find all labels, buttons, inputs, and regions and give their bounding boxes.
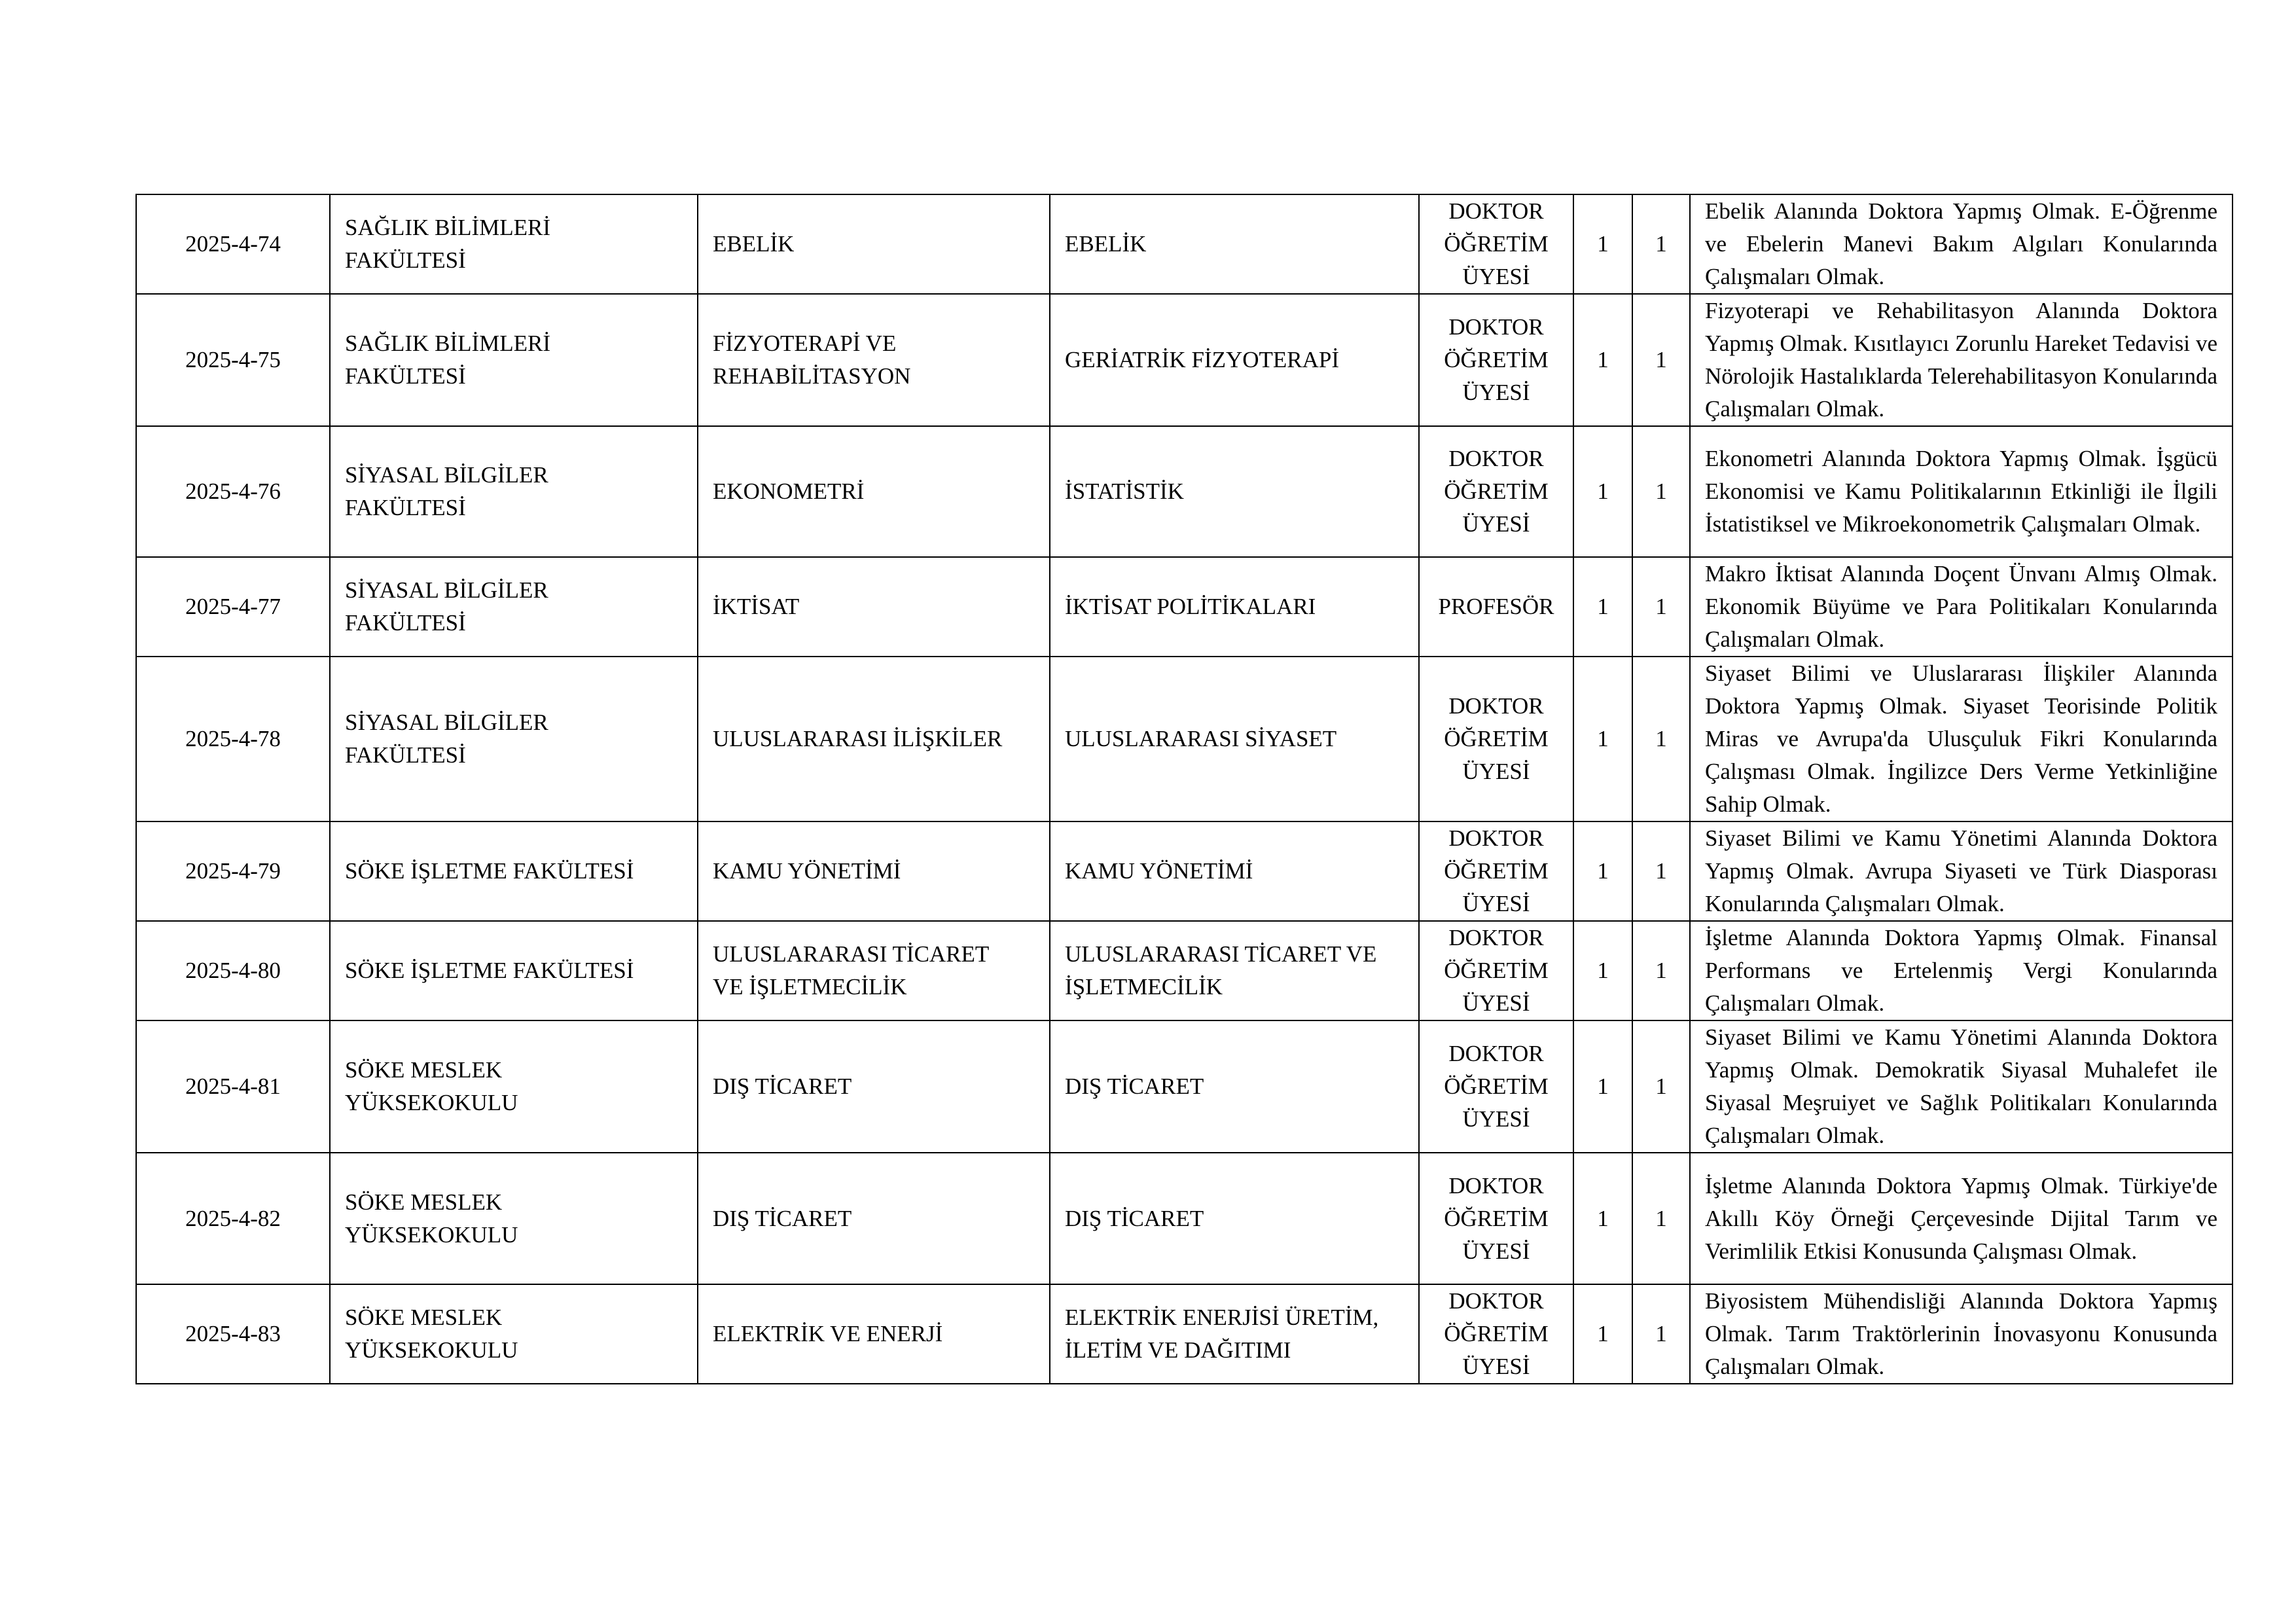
count-cell: 1 xyxy=(1573,821,1632,921)
program-line: KAMU YÖNETİMİ xyxy=(1065,858,1253,884)
faculty-cell xyxy=(330,1020,698,1153)
faculty-cell xyxy=(330,426,698,557)
count-cell: 1 xyxy=(1632,294,1690,426)
position-number-cell: 2025-4-83 xyxy=(136,1284,330,1384)
count-cell: 1 xyxy=(1632,921,1690,1020)
academic-title-line: ÜYESİ xyxy=(1462,759,1530,784)
faculty-line: FAKÜLTESİ xyxy=(345,495,466,520)
department-line: EKONOMETRİ xyxy=(713,478,865,504)
department-line: EBELİK xyxy=(713,231,795,257)
academic-title-line: ÜYESİ xyxy=(1462,1106,1530,1132)
faculty-line: SİYASAL BİLGİLER xyxy=(345,710,548,735)
count-cell: 1 xyxy=(1632,557,1690,657)
program-line: ULUSLARARASI SİYASET xyxy=(1065,726,1337,751)
academic-title-line: ÜYESİ xyxy=(1462,891,1530,916)
count-cell: 1 xyxy=(1632,821,1690,921)
faculty-line: SÖKE MESLEK xyxy=(345,1057,503,1083)
program-line: İLETİM VE DAĞITIMI xyxy=(1065,1337,1291,1363)
department-cell xyxy=(698,557,1050,657)
academic-title-cell xyxy=(1419,657,1573,821)
count-cell: 1 xyxy=(1632,194,1690,294)
requirements-cell: Fizyoterapi ve Rehabilitasyon Alanında Doktora Yapmış Olmak. Kısıtlayıcı Zorunlu Hareket Tedavisi ve Nörolojik Hastalıklarda Telerehabilitasyon Konularında Çalışmaları Olmak. xyxy=(1690,294,2233,426)
faculty-line: SÖKE MESLEK xyxy=(345,1189,503,1215)
count-cell: 1 xyxy=(1573,426,1632,557)
department-line: FİZYOTERAPİ VE xyxy=(713,331,897,356)
requirements-cell: Biyosistem Mühendisliği Alanında Doktora Yapmış Olmak. Tarım Traktörlerinin İnovasyonu Konusunda Çalışmaları Olmak. xyxy=(1690,1284,2233,1384)
department-line: DIŞ TİCARET xyxy=(713,1205,852,1231)
count-cell: 1 xyxy=(1632,1020,1690,1153)
academic-title-line: DOKTOR xyxy=(1448,198,1544,224)
department-line: ULUSLARARASI TİCARET xyxy=(713,941,990,967)
program-cell xyxy=(1050,194,1419,294)
department-line: DIŞ TİCARET xyxy=(713,1074,852,1099)
academic-title-cell xyxy=(1419,1020,1573,1153)
faculty-line: FAKÜLTESİ xyxy=(345,247,466,273)
academic-title-line: ÜYESİ xyxy=(1462,264,1530,289)
table-row xyxy=(136,1153,2233,1284)
program-line: DIŞ TİCARET xyxy=(1065,1205,1204,1231)
faculty-line: YÜKSEKOKULU xyxy=(345,1090,518,1115)
academic-title-cell xyxy=(1419,1153,1573,1284)
faculty-cell xyxy=(330,1153,698,1284)
academic-title-line: ÖĞRETİM xyxy=(1444,231,1549,257)
academic-title-line: ÖĞRETİM xyxy=(1444,858,1549,884)
academic-title-cell xyxy=(1419,1284,1573,1384)
requirements-cell: Siyaset Bilimi ve Kamu Yönetimi Alanında Doktora Yapmış Olmak. Demokratik Siyasal Muhalefet ile Siyasal Meşruiyet ve Sağlık Politikaları Konularında Çalışmaları Olmak. xyxy=(1690,1020,2233,1153)
program-line: ELEKTRİK ENERJİSİ ÜRETİM, xyxy=(1065,1305,1379,1330)
requirements-cell: Siyaset Bilimi ve Uluslararası İlişkiler Alanında Doktora Yapmış Olmak. Siyaset Teorisinde Politik Miras ve Avrupa'da Ulusçuluk Fikri Konularında Çalışması Olmak. İngilizce Ders Verme Yetkinliğine Sahip Olmak. xyxy=(1690,657,2233,821)
faculty-line: FAKÜLTESİ xyxy=(345,363,466,389)
faculty-cell xyxy=(330,921,698,1020)
count-cell: 1 xyxy=(1573,1284,1632,1384)
position-number-cell: 2025-4-76 xyxy=(136,426,330,557)
academic-title-line: DOKTOR xyxy=(1448,1288,1544,1314)
program-cell xyxy=(1050,821,1419,921)
table-row xyxy=(136,821,2233,921)
program-cell xyxy=(1050,557,1419,657)
academic-title-cell xyxy=(1419,821,1573,921)
table-row xyxy=(136,921,2233,1020)
academic-title-line: ÖĞRETİM xyxy=(1444,1205,1549,1231)
academic-title-line: DOKTOR xyxy=(1448,446,1544,471)
academic-title-line: PROFESÖR xyxy=(1438,594,1554,619)
academic-title-line: DOKTOR xyxy=(1448,825,1544,851)
academic-title-line: DOKTOR xyxy=(1448,925,1544,950)
faculty-line: SÖKE İŞLETME FAKÜLTESİ xyxy=(345,958,634,983)
program-line: İKTİSAT POLİTİKALARI xyxy=(1065,594,1316,619)
department-cell xyxy=(698,194,1050,294)
department-cell xyxy=(698,821,1050,921)
academic-title-line: ÜYESİ xyxy=(1462,380,1530,405)
academic-title-line: ÜYESİ xyxy=(1462,1354,1530,1379)
academic-title-cell xyxy=(1419,426,1573,557)
department-line: VE İŞLETMECİLİK xyxy=(713,974,907,1000)
academic-title-line: DOKTOR xyxy=(1448,693,1544,719)
faculty-cell xyxy=(330,294,698,426)
faculty-cell xyxy=(330,194,698,294)
academic-title-line: ÖĞRETİM xyxy=(1444,1074,1549,1099)
count-cell: 1 xyxy=(1573,657,1632,821)
requirements-cell: Ekonometri Alanında Doktora Yapmış Olmak. İşgücü Ekonomisi ve Kamu Politikalarının Etkinliği ile İlgili İstatistiksel ve Mikroekonometrik Çalışmaları Olmak. xyxy=(1690,426,2233,557)
academic-title-cell xyxy=(1419,557,1573,657)
requirements-cell: İşletme Alanında Doktora Yapmış Olmak. Türkiye'de Akıllı Köy Örneği Çerçevesinde Dijital Tarım ve Verimlilik Etkisi Konusunda Çalışması Olmak. xyxy=(1690,1153,2233,1284)
academic-title-line: ÖĞRETİM xyxy=(1444,726,1549,751)
position-number-cell: 2025-4-81 xyxy=(136,1020,330,1153)
requirements-cell: Siyaset Bilimi ve Kamu Yönetimi Alanında Doktora Yapmış Olmak. Avrupa Siyaseti ve Türk Diasporası Konularında Çalışmaları Olmak. xyxy=(1690,821,2233,921)
count-cell: 1 xyxy=(1632,657,1690,821)
requirements-cell: Makro İktisat Alanında Doçent Ünvanı Almış Olmak. Ekonomik Büyüme ve Para Politikaları Konularında Çalışmaları Olmak. xyxy=(1690,557,2233,657)
position-number-cell: 2025-4-78 xyxy=(136,657,330,821)
department-cell xyxy=(698,294,1050,426)
faculty-line: SÖKE İŞLETME FAKÜLTESİ xyxy=(345,858,634,884)
academic-title-line: ÖĞRETİM xyxy=(1444,958,1549,983)
academic-title-line: ÜYESİ xyxy=(1462,990,1530,1016)
department-cell xyxy=(698,1153,1050,1284)
program-cell xyxy=(1050,294,1419,426)
count-cell: 1 xyxy=(1573,557,1632,657)
table-row xyxy=(136,657,2233,821)
academic-title-cell xyxy=(1419,294,1573,426)
academic-title-cell xyxy=(1419,921,1573,1020)
position-number-cell: 2025-4-79 xyxy=(136,821,330,921)
count-cell: 1 xyxy=(1573,194,1632,294)
count-cell: 1 xyxy=(1573,294,1632,426)
table-row xyxy=(136,1020,2233,1153)
department-line: ELEKTRİK VE ENERJİ xyxy=(713,1321,943,1346)
position-number-cell: 2025-4-82 xyxy=(136,1153,330,1284)
department-cell xyxy=(698,1284,1050,1384)
faculty-cell xyxy=(330,821,698,921)
department-line: KAMU YÖNETİMİ xyxy=(713,858,901,884)
faculty-line: SÖKE MESLEK xyxy=(345,1305,503,1330)
count-cell: 1 xyxy=(1573,1020,1632,1153)
faculty-cell xyxy=(330,657,698,821)
department-cell xyxy=(698,1020,1050,1153)
position-number-cell: 2025-4-74 xyxy=(136,194,330,294)
position-listing-table xyxy=(135,194,2233,1384)
department-line: İKTİSAT xyxy=(713,594,800,619)
program-cell xyxy=(1050,1284,1419,1384)
program-cell xyxy=(1050,1153,1419,1284)
program-line: İŞLETMECİLİK xyxy=(1065,974,1223,1000)
count-cell: 1 xyxy=(1632,1284,1690,1384)
table-row xyxy=(136,294,2233,426)
program-line: DIŞ TİCARET xyxy=(1065,1074,1204,1099)
academic-title-line: DOKTOR xyxy=(1448,314,1544,340)
program-cell xyxy=(1050,921,1419,1020)
program-cell xyxy=(1050,657,1419,821)
faculty-line: FAKÜLTESİ xyxy=(345,742,466,768)
department-cell xyxy=(698,657,1050,821)
academic-title-line: DOKTOR xyxy=(1448,1041,1544,1066)
academic-title-line: ÖĞRETİM xyxy=(1444,347,1549,372)
table-row xyxy=(136,1284,2233,1384)
position-number-cell: 2025-4-77 xyxy=(136,557,330,657)
department-cell xyxy=(698,426,1050,557)
faculty-line: YÜKSEKOKULU xyxy=(345,1221,518,1248)
program-line: EBELİK xyxy=(1065,231,1147,257)
count-cell: 1 xyxy=(1632,1153,1690,1284)
academic-title-line: ÖĞRETİM xyxy=(1444,1321,1549,1346)
count-cell: 1 xyxy=(1573,921,1632,1020)
position-number-cell: 2025-4-80 xyxy=(136,921,330,1020)
program-line: ULUSLARARASI TİCARET VE xyxy=(1065,941,1377,967)
requirements-cell: İşletme Alanında Doktora Yapmış Olmak. Finansal Performans ve Ertelenmiş Vergi Konularında Çalışmaları Olmak. xyxy=(1690,921,2233,1020)
program-cell xyxy=(1050,426,1419,557)
department-cell xyxy=(698,921,1050,1020)
faculty-line: SAĞLIK BİLİMLERİ xyxy=(345,331,550,356)
academic-title-line: ÜYESİ xyxy=(1462,1238,1530,1264)
department-line: REHABİLİTASYON xyxy=(713,363,911,389)
faculty-line: SİYASAL BİLGİLER xyxy=(345,577,548,603)
count-cell: 1 xyxy=(1573,1153,1632,1284)
academic-title-line: ÜYESİ xyxy=(1462,511,1530,537)
faculty-cell xyxy=(330,557,698,657)
department-line: ULUSLARARASI İLİŞKİLER xyxy=(713,726,1003,751)
table-row xyxy=(136,557,2233,657)
faculty-line: FAKÜLTESİ xyxy=(345,610,466,636)
academic-title-line: ÖĞRETİM xyxy=(1444,478,1549,504)
faculty-line: YÜKSEKOKULU xyxy=(345,1337,518,1363)
position-number-cell: 2025-4-75 xyxy=(136,294,330,426)
table-row xyxy=(136,426,2233,557)
table-body xyxy=(136,194,2233,1384)
count-cell: 1 xyxy=(1632,426,1690,557)
requirements-cell: Ebelik Alanında Doktora Yapmış Olmak. E-Öğrenme ve Ebelerin Manevi Bakım Algıları Konularında Çalışmaları Olmak. xyxy=(1690,194,2233,294)
academic-title-line: DOKTOR xyxy=(1448,1172,1544,1199)
faculty-cell xyxy=(330,1284,698,1384)
program-line: GERİATRİK FİZYOTERAPİ xyxy=(1065,347,1340,372)
academic-title-cell xyxy=(1419,194,1573,294)
faculty-line: SİYASAL BİLGİLER xyxy=(345,462,548,488)
faculty-line: SAĞLIK BİLİMLERİ xyxy=(345,215,550,240)
program-cell xyxy=(1050,1020,1419,1153)
table-row xyxy=(136,194,2233,294)
program-line: İSTATİSTİK xyxy=(1065,478,1184,504)
